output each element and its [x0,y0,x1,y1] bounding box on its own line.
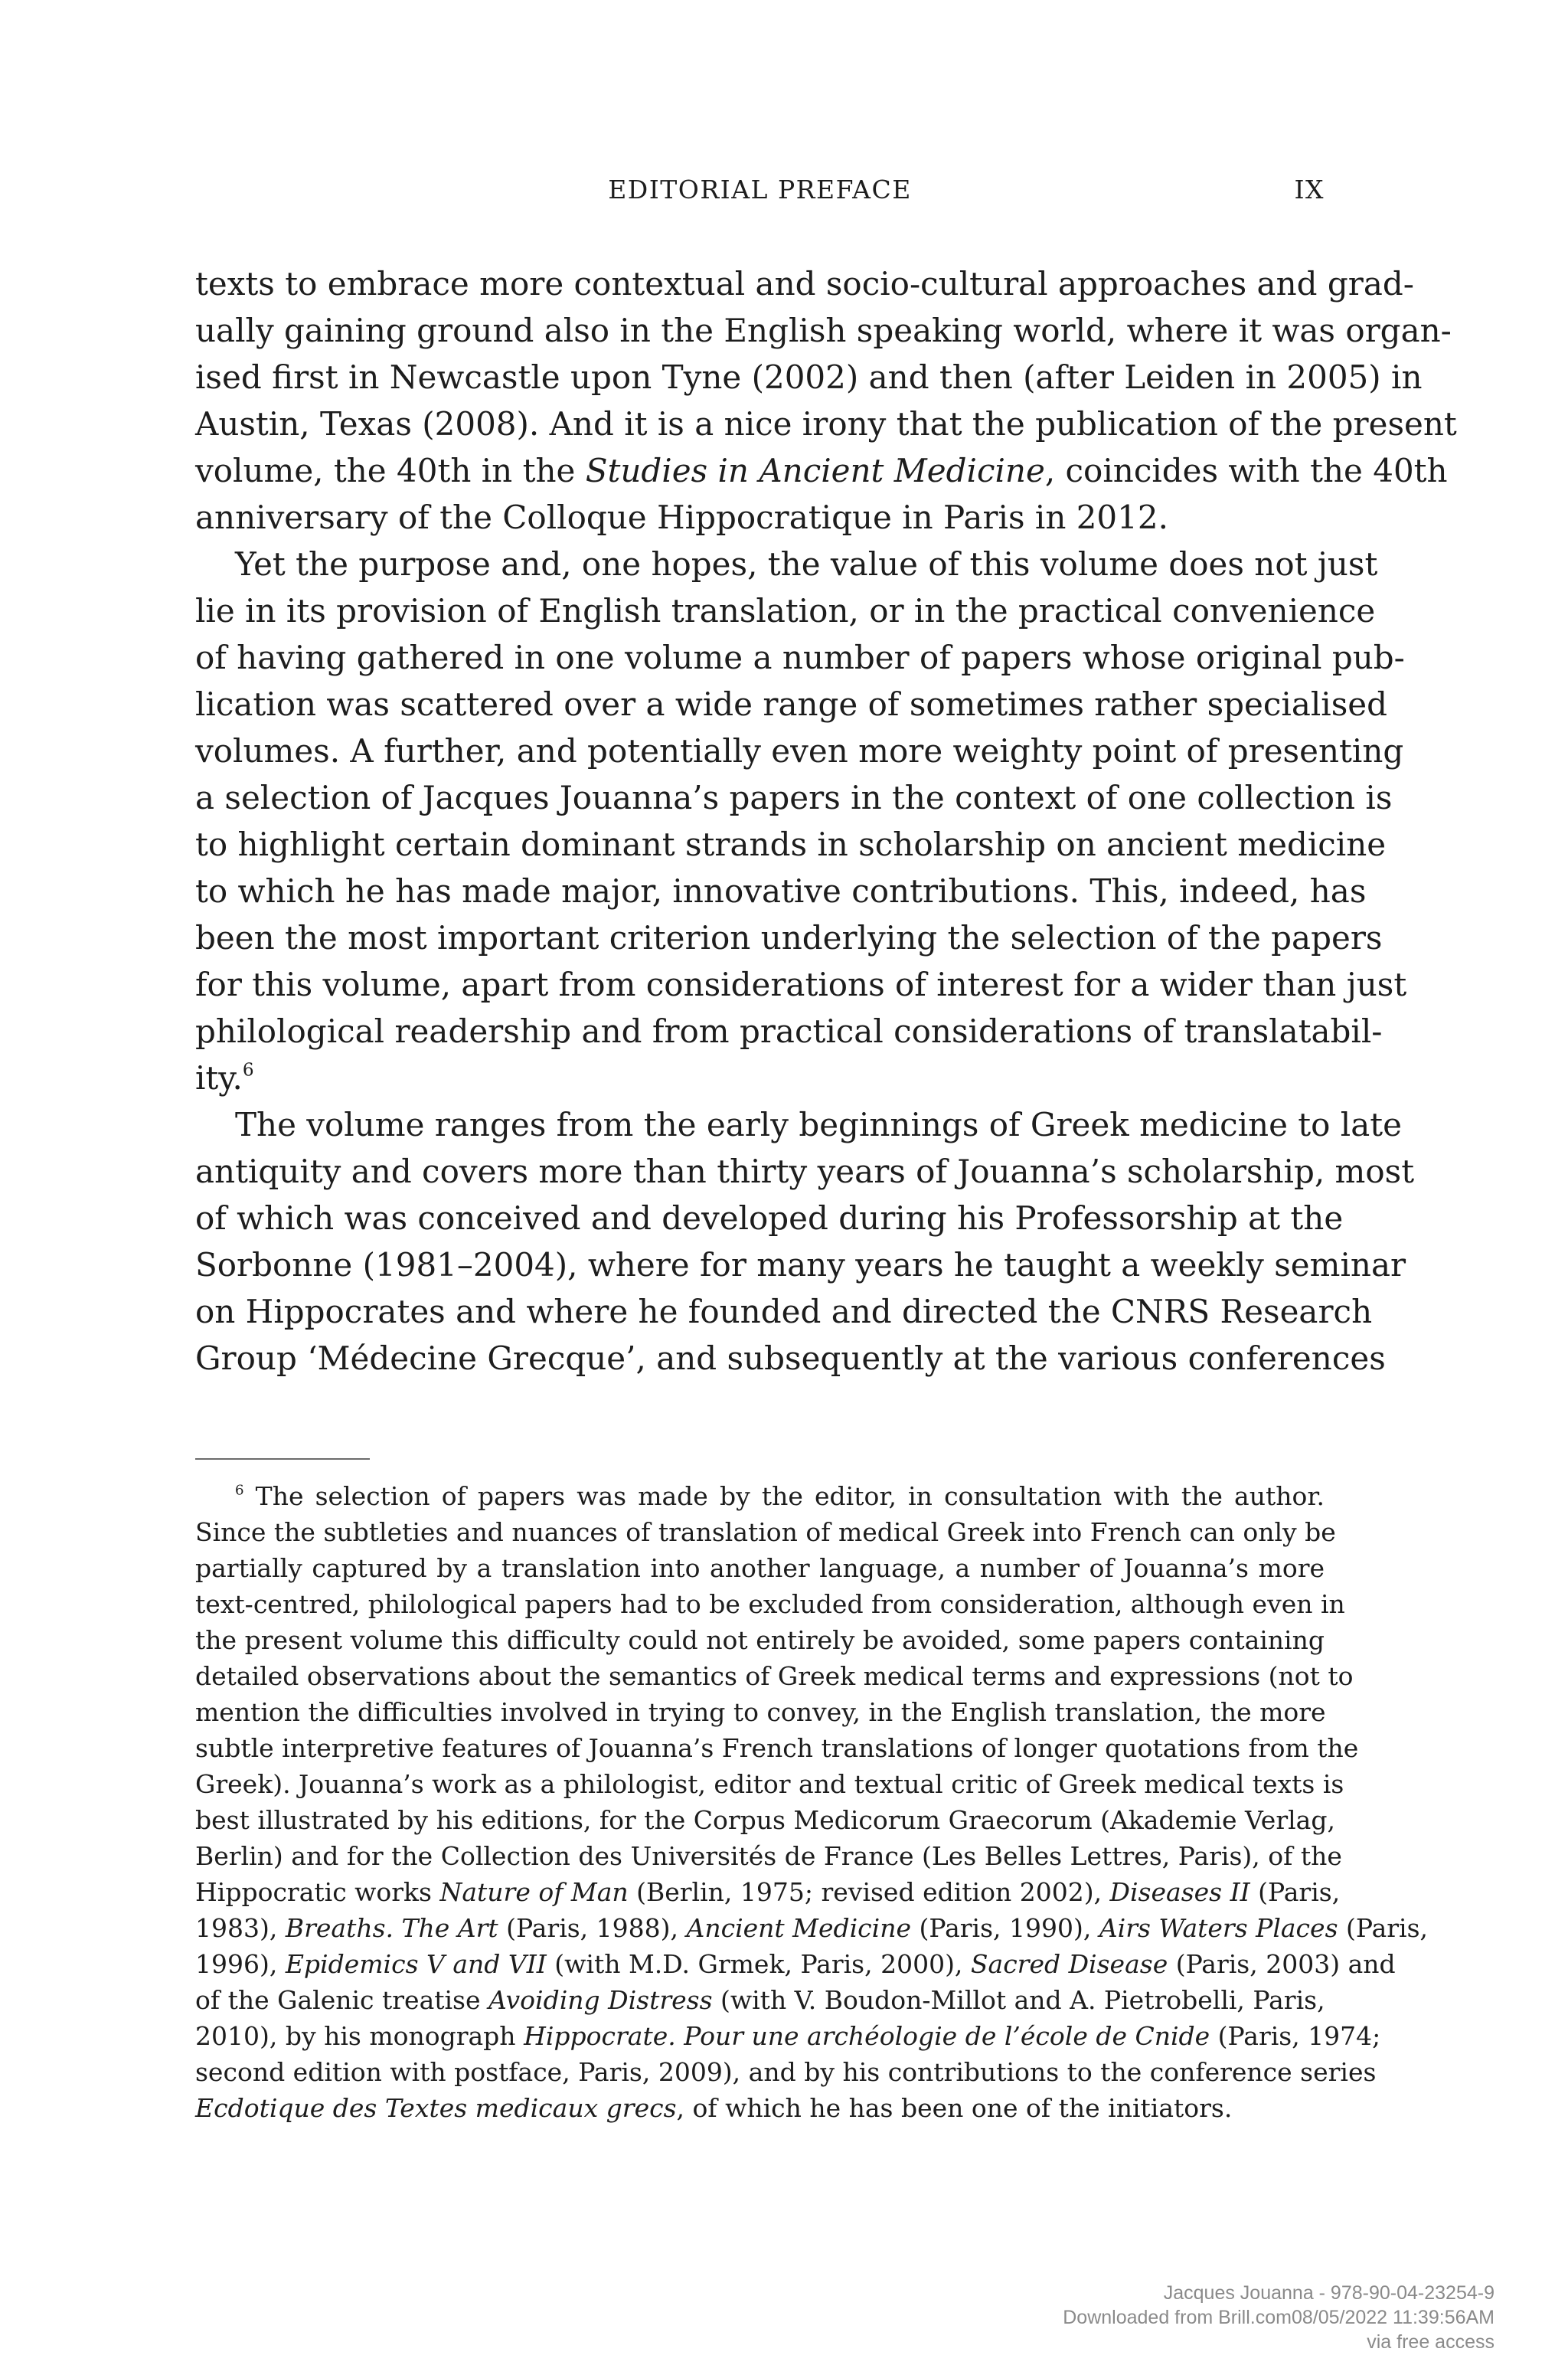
footnote-line [195,1910,1429,1946]
text-run: Austin, Texas (2008). And it is a nice irony that the publication of the present [195,405,1457,443]
footnote-line [195,2018,1381,2054]
body-line [195,1101,1402,1148]
footnote-line [195,1802,1335,1838]
body-line [195,728,1404,774]
text-run: volume, the 40th in the [195,452,586,489]
text-run: texts to embrace more contextual and socio-cultural approaches and grad- [195,265,1414,303]
footnote-line [195,1766,1344,1802]
text-run: subtle interpretive features of Jouanna’s French translations of longer quotations from the [195,1733,1359,1763]
text-run: Sorbonne (1981–2004), where for many years he taught a weekly seminar [195,1246,1406,1284]
text-run: (with V. Boudon-Millot and A. Pietrobelli, Paris, [712,1985,1325,2015]
text-run: partially captured by a translation into another language, a number of Jouanna’s more [195,1553,1325,1583]
footnote-line [195,1550,1325,1586]
body-line [195,961,1407,1008]
italic-title: Hippocrate. Pour une archéologie de l’école de Cnide [524,2021,1210,2051]
text-run: second edition with postface, Paris, 2009), and by his contributions to the conference series [195,2057,1377,2087]
text-run: lie in its provision of English translation, or in the practical convenience [195,592,1376,630]
italic-title: Diseases II [1109,1877,1250,1907]
running-head-title: EDITORIAL PREFACE [608,175,912,204]
body-line [195,541,1378,587]
text-run: best illustrated by his editions, for the Corpus Medicorum Graecorum (Akademie Verlag, [195,1805,1335,1835]
italic-title: Avoiding Distress [488,1985,713,2015]
text-run: ised first in Newcastle upon Tyne (2002) and then (after Leiden in 2005) in [195,358,1423,396]
text-run: (with M.D. Grmek, Paris, 2000), [546,1949,971,1979]
text-run: The volume ranges from the early beginnings of Greek medicine to late [235,1106,1402,1143]
footnote-line [195,2054,1377,2090]
body-line [195,1195,1344,1241]
text-run: to highlight certain dominant strands in scholarship on ancient medicine [195,826,1387,863]
body-line [195,1148,1415,1195]
italic-title: Studies in Ancient Medicine [585,452,1045,489]
text-run: (Paris, 1988), [498,1913,687,1943]
footnote-line [195,1694,1325,1730]
body-line [195,681,1388,728]
text-run: a selection of Jacques Jouanna’s papers in the context of one collection is [195,779,1393,816]
footnotes [195,1478,1429,2126]
text-run: mention the difficulties involved in trying to convey, in the English translation, the more [195,1697,1326,1727]
italic-title: Airs Waters Places [1099,1913,1338,1943]
italic-title: Nature of Man [439,1877,629,1907]
footnote-line [195,1478,1325,1514]
text-run: anniversary of the Colloque Hippocratique in Paris in 2012. [195,499,1168,536]
footnote-line [195,1514,1336,1550]
body-line [195,587,1376,634]
text-run: ually gaining ground also in the English speaking world, where it was organ- [195,312,1452,349]
footnote-line [195,1730,1359,1766]
italic-title: Sacred Disease [970,1949,1168,1979]
text-run: for this volume, apart from considerations of interest for a wider than just [195,966,1407,1003]
footnote-line [195,1874,1341,1910]
body-line [195,1241,1406,1288]
body-line [195,821,1387,868]
text-run: detailed observations about the semantics of Greek medical terms and expressions (not to [195,1661,1354,1691]
body-line [195,1008,1383,1055]
text-run: been the most important criterion underlying the selection of the papers [195,919,1383,957]
text-run: , coincides with the 40th [1044,452,1448,489]
text-run: to which he has made major, innovative contributions. This, indeed, has [195,872,1367,910]
body-line [195,774,1393,821]
footnote-marker: 6 [235,1482,244,1499]
body-line [195,1288,1373,1335]
body-line [195,868,1367,914]
body-line [195,634,1405,681]
footnote-marker: 6 [242,1060,254,1081]
text-run: , of which he has been one of the initiators. [676,2093,1233,2123]
text-run: Since the subtleties and nuances of translation of medical Greek into French can only be [195,1517,1336,1547]
text-run: (Paris, [1338,1913,1429,1943]
body-line [195,354,1423,401]
footnote-line [195,1658,1354,1694]
text-run: text-centred, philological papers had to be excluded from consideration, although even in [195,1589,1345,1619]
running-head [195,175,1325,210]
text-run: of the Galenic treatise [195,1985,489,2015]
footnote-line [195,1586,1345,1622]
body-line [195,447,1448,494]
text-run: on Hippocrates and where he founded and directed the CNRS Research [195,1293,1373,1330]
text-run: philological readership and from practical considerations of translatabil- [195,1012,1383,1050]
body-line [195,1335,1386,1382]
text-run: 1996), [195,1949,286,1979]
body-line [195,260,1414,307]
footnote-line [195,1622,1325,1658]
text-run: 1983), [195,1913,286,1943]
download-watermark [1063,2281,1494,2354]
watermark-line: via free access [1367,2331,1494,2353]
text-run: volumes. A further, and potentially even more weighty point of presenting [195,732,1404,770]
italic-title: Breaths. The Art [285,1913,498,1943]
text-run: antiquity and covers more than thirty years of Jouanna’s scholarship, most [195,1153,1415,1190]
text-run: (Berlin, 1975; revised edition 2002), [628,1877,1110,1907]
text-run: Berlin) and for the Collection des Universités de France (Les Belles Lettres, Paris), of the [195,1841,1342,1871]
body-line [195,494,1325,541]
text-run: Hippocratic works [195,1877,440,1907]
footnote-line [195,1946,1396,1982]
body-line [195,914,1383,961]
body-line [195,401,1457,447]
text-run: (Paris, 1990), [910,1913,1099,1943]
text-run: (Paris, 1974; [1210,2021,1381,2051]
text-run: lication was scattered over a wide range of sometimes rather specialised [195,685,1388,723]
page-number: IX [1294,175,1325,204]
text-run: Group ‘Médecine Grecque’, and subsequently at the various conferences [195,1339,1386,1377]
body-text [195,260,1457,1382]
text-run: the present volume this difficulty could not entirely be avoided, some papers containing [195,1625,1325,1655]
footnote-line [195,1838,1342,1874]
body-line [195,307,1452,354]
watermark-line: Jacques Jouanna - 978-90-04-23254-9 [1163,2282,1494,2304]
text-run: (Paris, 2003) and [1168,1949,1396,1979]
watermark-line: Downloaded from Brill.com08/05/2022 11:39:56AM [1063,2307,1494,2328]
footnote-line [195,2090,1325,2126]
text-run: The selection of papers was made by the editor, in consultation with the author. [243,1481,1325,1511]
footnote-line [195,1982,1325,2018]
italic-title: Ecdotique des Textes medicaux grecs [195,2093,677,2123]
text-run: ity. [195,1059,243,1097]
italic-title: Epidemics V and VII [285,1949,547,1979]
text-run: of which was conceived and developed during his Professorship at the [195,1199,1344,1237]
footnote-separator [195,1458,370,1460]
text-run: Yet the purpose and, one hopes, the value of this volume does not just [235,545,1378,583]
text-run: of having gathered in one volume a number of papers whose original pub- [195,639,1405,676]
italic-title: Ancient Medicine [686,1913,911,1943]
text-run: 2010), by his monograph [195,2021,524,2051]
text-run: (Paris, [1250,1877,1341,1907]
text-run: Greek). Jouanna’s work as a philologist, editor and textual critic of Greek medical texts is [195,1769,1344,1799]
body-line [195,1055,1325,1101]
